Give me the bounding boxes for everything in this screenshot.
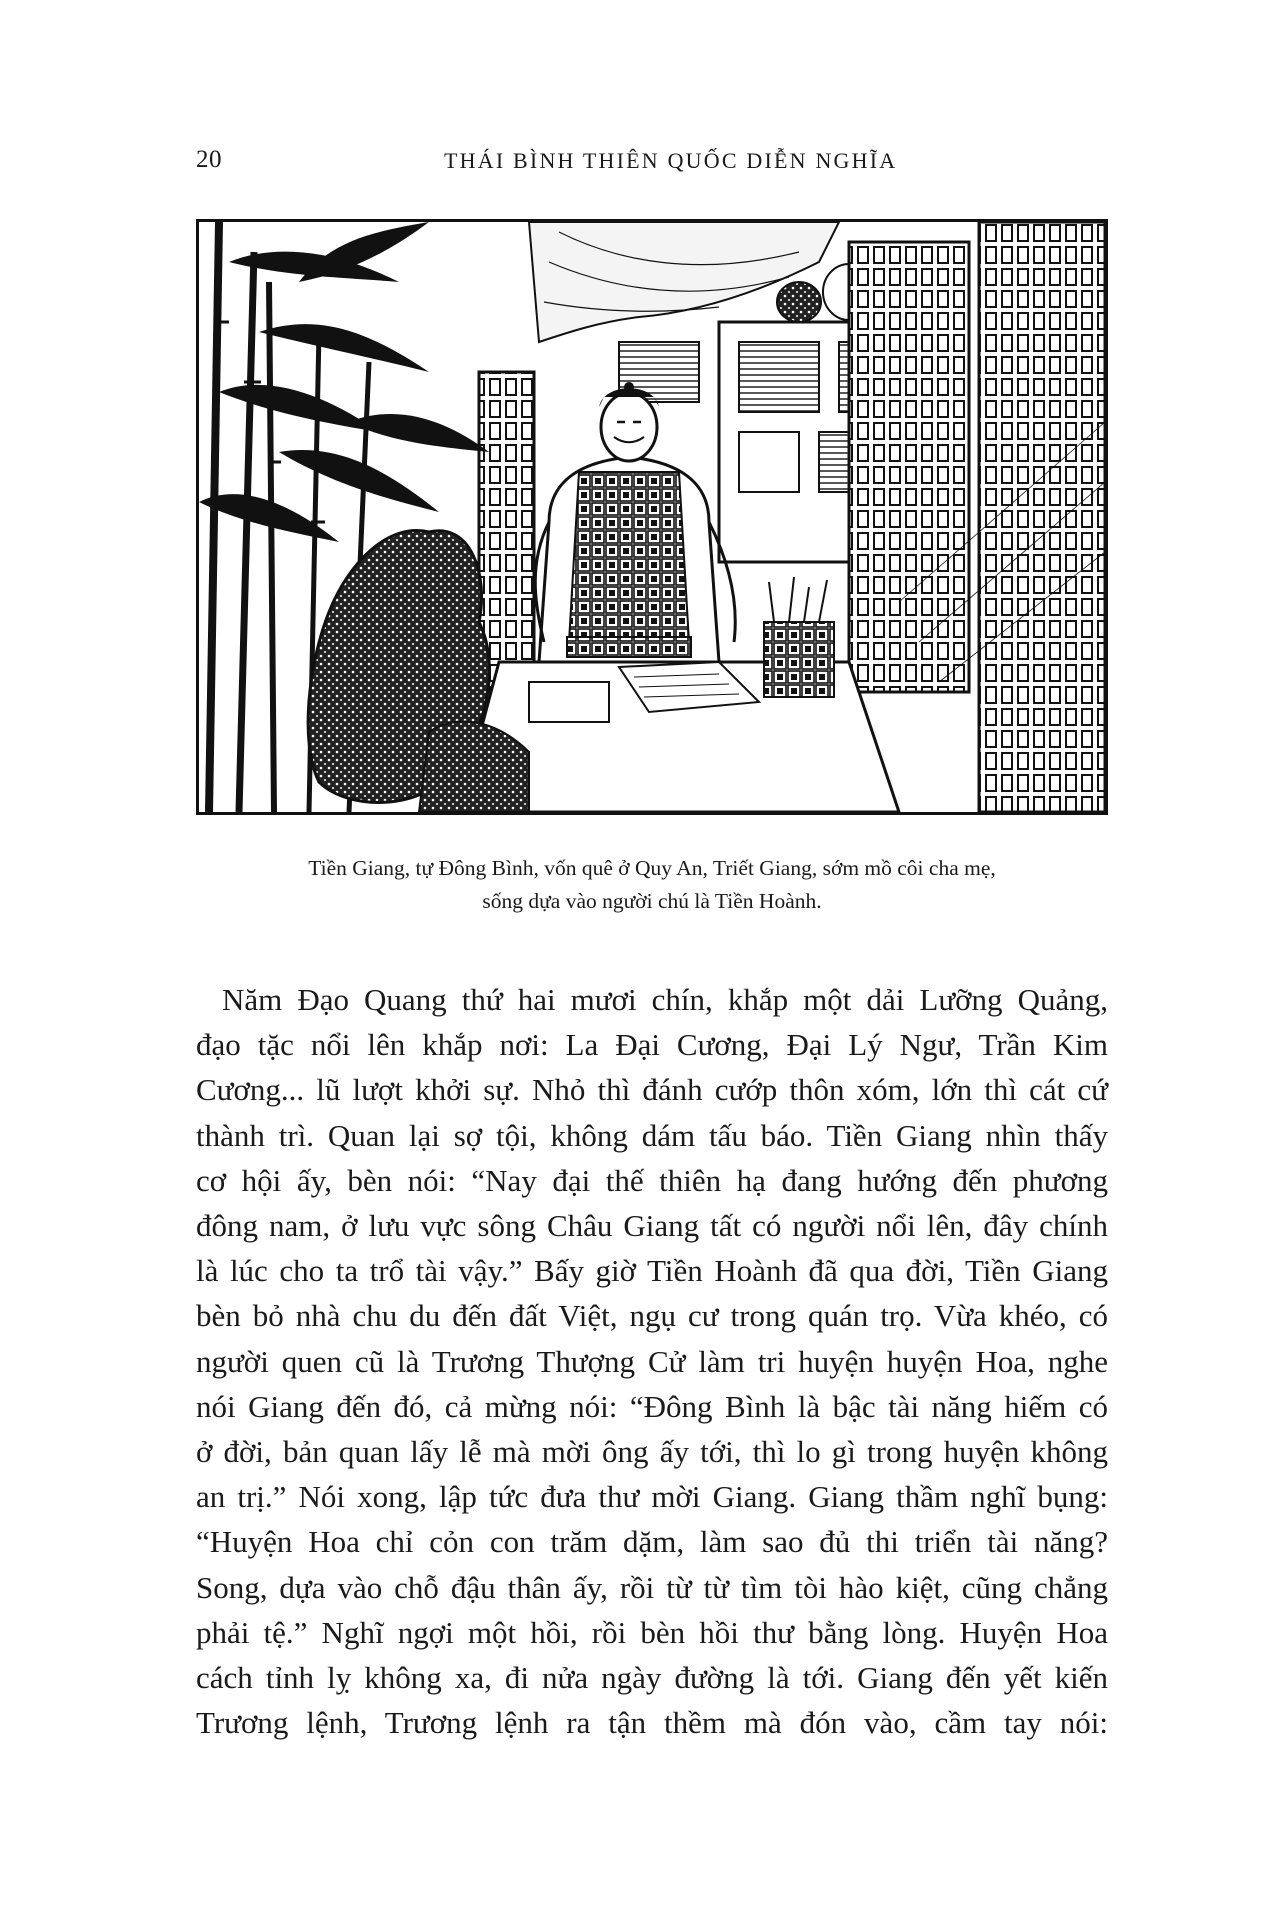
book-title: THÁI BÌNH THIÊN QUỐC DIỄN NGHĨA — [444, 148, 898, 173]
caption-line: sống dựa vào người chú là Tiền Hoành. — [482, 889, 822, 913]
body-line: thành trì. Quan lại sợ tội, không dám tấu báo. Tiền Giang nhìn thấy — [196, 1117, 1108, 1153]
body-line: người quen cũ là Trương Thượng Cử làm tri huyện huyện Hoa, nghe — [196, 1343, 1108, 1379]
body-line: Song, dựa vào chỗ đậu thân ấy, rồi từ từ tìm tòi hào kiệt, cũng chẳng — [196, 1569, 1108, 1605]
body-line: là lúc cho ta trổ tài vậy.” Bấy giờ Tiền Hoành đã qua đời, Tiền Giang — [196, 1253, 1108, 1289]
body-line: Năm Đạo Quang thứ hai mươi chín, khắp một dải Lưỡng Quảng, — [222, 982, 1108, 1017]
body-line: Cương... lũ lượt khởi sự. Nhỏ thì đánh cướp thôn xóm, lớn thì cát cứ — [196, 1072, 1108, 1108]
body-line: Trương lệnh, Trương lệnh ra tận thềm mà đón vào, cầm tay nói: — [196, 1705, 1108, 1741]
page-number: 20 — [196, 146, 222, 173]
body-line: đạo tặc nổi lên khắp nơi: La Đại Cương, Đại Lý Ngư, Trần Kim — [196, 1027, 1108, 1063]
illustration-caption — [196, 852, 1108, 918]
body-line: nói Giang đến đó, cả mừng nói: “Đông Bình là bậc tài năng hiếm có — [196, 1388, 1108, 1424]
running-head — [196, 146, 1116, 180]
body-line: ở đời, bản quan lấy lễ mà mời ông ấy tới, thì lo gì trong huyện không — [196, 1434, 1108, 1470]
body-line: phải tệ.” Nghĩ ngợi một hồi, rồi bèn hồi thư bằng lòng. Huyện Hoa — [196, 1614, 1108, 1650]
body-line: bèn bỏ nhà chu du đến đất Việt, ngụ cư trong quán trọ. Vừa khéo, có — [196, 1298, 1108, 1334]
body-line: cơ hội ấy, bèn nói: “Nay đại thế thiên hạ đang hướng đến phương — [196, 1162, 1108, 1198]
ink-illustration-icon — [199, 222, 1105, 812]
body-line: “Huyện Hoa chỉ cỏn con trăm dặm, làm sao đủ thi triển tài năng? — [196, 1524, 1108, 1560]
body-line: an trị.” Nói xong, lập tức đưa thư mời Giang. Giang thầm nghĩ bụng: — [196, 1479, 1108, 1515]
caption-line: Tiền Giang, tự Đông Bình, vốn quê ở Quy An, Triết Giang, sớm mồ côi cha mẹ, — [308, 856, 996, 880]
body-text — [196, 977, 1108, 1745]
body-line: cách tỉnh lỵ không xa, đi nửa ngày đường là tới. Giang đến yết kiến — [196, 1660, 1108, 1696]
body-line: đông nam, ở lưu vực sông Châu Giang tất có người nổi lên, đây chính — [196, 1208, 1108, 1244]
illustration-frame — [196, 219, 1108, 815]
